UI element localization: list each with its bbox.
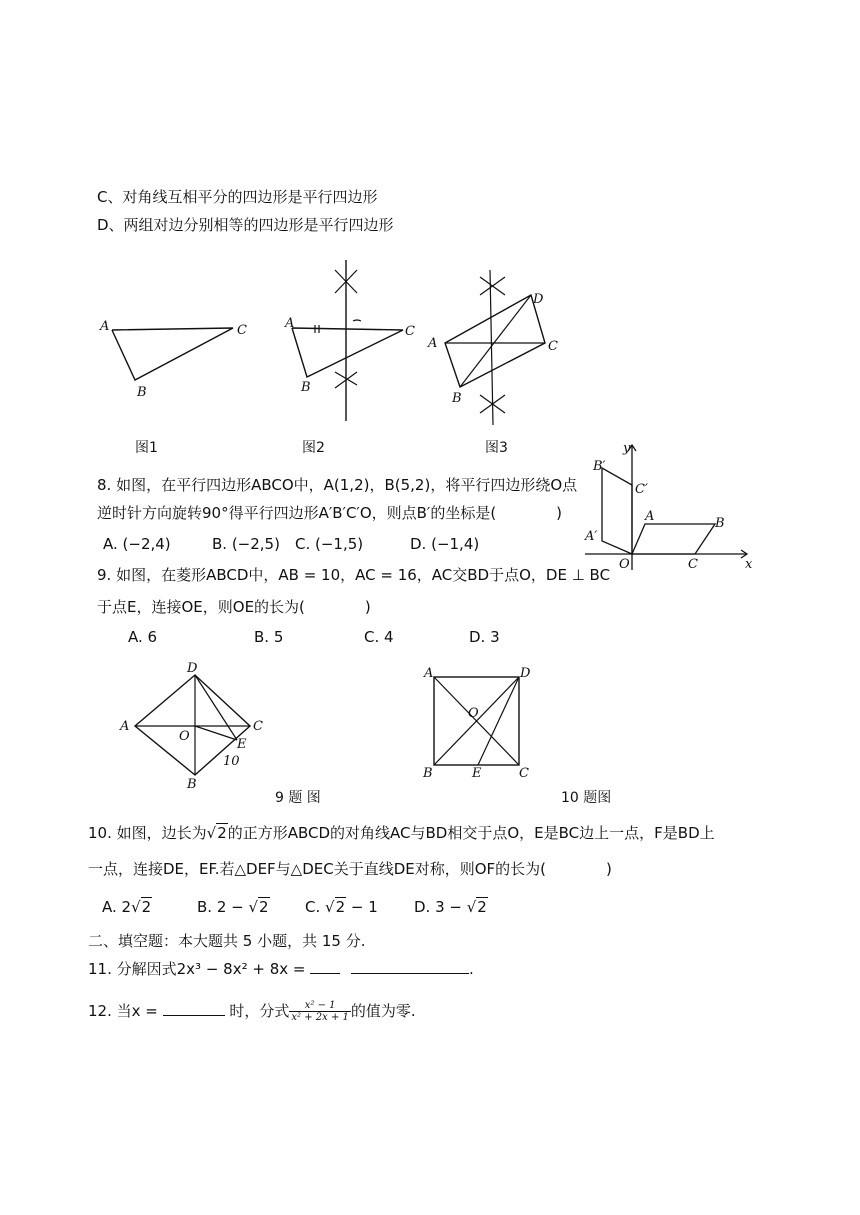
q10-option-c-post: − 1 — [350, 898, 378, 916]
q12-post: 的值为零. — [350, 1002, 416, 1020]
q9-option-a: A. 6 — [128, 628, 158, 646]
option-c-prev: C、对角线互相平分的四边形是平行四边形 — [97, 188, 378, 206]
q10-square-figure — [420, 665, 530, 780]
label-a: A — [120, 719, 130, 734]
label-b-prime: B′ — [593, 459, 606, 474]
label-c: C — [405, 324, 415, 339]
q11 — [88, 958, 474, 979]
label-a: A — [285, 316, 295, 331]
q12-denominator: x² + 2x + 1 — [291, 1012, 349, 1023]
label-a: A — [645, 509, 655, 524]
q12-pre: 12. 当x = — [88, 1002, 158, 1020]
q12-blank[interactable] — [163, 1001, 225, 1016]
q8-option-a: A. (−2,4) — [103, 535, 171, 553]
triangle-abc-fig1 — [112, 328, 233, 380]
q8-coordinate-figure — [575, 440, 755, 580]
label-b: B — [137, 385, 147, 400]
label-d: D — [520, 666, 531, 681]
q11-blank-2[interactable] — [351, 959, 469, 974]
q10-option-b-sqrt: 2 — [259, 898, 269, 916]
q10-option-b: B. 2 − √2 — [197, 898, 269, 916]
q12-fraction — [289, 1000, 351, 1023]
label-e: E — [237, 737, 247, 752]
q8-line2: 逆时针方向旋转90°得平行四边形A′B′C′O，则点B′的坐标是( ) — [97, 504, 563, 522]
q9-line1: 9. 如图，在菱形ABCD中，AB = 10，AC = 16，AC交BD于点O，DE ⊥ BC — [97, 566, 611, 584]
q10-option-c: C. √2 − 1 — [305, 898, 378, 916]
q10-caption: 10 题图 — [561, 790, 612, 806]
q10-option-c-sqrt: 2 — [335, 898, 346, 916]
q8-option-b: B. (−2,5) — [212, 535, 280, 553]
label-d: D — [187, 661, 198, 676]
segment-de — [478, 677, 519, 765]
q9-caption: 9 题 图 — [275, 790, 321, 806]
fig3-caption: 图3 — [485, 440, 508, 456]
figure-3 — [425, 265, 565, 435]
label-a-prime: A′ — [585, 529, 598, 544]
q12-numerator: x² − 1 — [289, 1000, 351, 1012]
label-o: O — [179, 729, 190, 744]
label-b: B — [452, 391, 462, 406]
figure-2 — [285, 255, 425, 425]
q10-line2: 一点，连接DE，EF.若△DEF与△DEC关于直线DE对称，则OF的长为( ) — [88, 860, 612, 878]
label-o: O — [468, 706, 479, 721]
q11-end: . — [469, 960, 474, 978]
fig2-caption: 图2 — [302, 440, 325, 456]
label-a: A — [424, 666, 434, 681]
fig1-caption: 图1 — [135, 440, 158, 456]
triangle-abc-fig2 — [292, 328, 403, 377]
label-b: B — [187, 777, 197, 792]
q9-rhombus-figure — [115, 660, 275, 790]
q8-line1: 8. 如图，在平行四边形ABCO中，A(1,2)，B(5,2)，将平行四边形绕O点 — [97, 476, 578, 494]
q10-option-a-sqrt: 2 — [141, 898, 152, 916]
q10-option-b-pre: B. 2 − — [197, 898, 244, 916]
axis-label-y: y — [623, 441, 631, 456]
note-10: 10 — [223, 754, 240, 769]
diagonal-bd — [460, 295, 531, 387]
q10-option-d: D. 3 − √2 — [414, 898, 487, 916]
label-c-prime: C′ — [635, 482, 648, 497]
q10-line1-sqrt: 2 — [217, 824, 227, 842]
label-b: B — [715, 516, 725, 531]
q9-option-d: D. 3 — [469, 628, 500, 646]
label-d: D — [533, 292, 544, 307]
label-b: B — [301, 380, 311, 395]
q12 — [88, 1000, 416, 1023]
label-c: C — [548, 339, 558, 354]
segment-oe — [195, 726, 237, 740]
label-a: A — [100, 319, 110, 334]
q10-line1-pre: 10. 如图，边长为 — [88, 824, 207, 842]
q11-text: 11. 分解因式2x³ − 8x² + 8x = — [88, 960, 306, 978]
section2-title: 二、填空题：本大题共 5 小题，共 15 分. — [88, 932, 366, 950]
q11-blank-1[interactable] — [310, 959, 340, 974]
label-e: E — [472, 766, 482, 781]
q10-option-c-pre: C. — [305, 898, 321, 916]
parallelogram-abco — [632, 524, 715, 554]
q8-option-c: C. (−1,5) — [295, 535, 364, 553]
label-c: C — [688, 557, 698, 572]
label-c: C — [237, 323, 247, 338]
label-a: A — [428, 336, 438, 351]
q10-option-d-pre: D. 3 − — [414, 898, 462, 916]
q10-option-a: A. 2√2 — [102, 898, 152, 916]
figure-1 — [95, 310, 265, 410]
q12-mid: 时，分式 — [229, 1002, 290, 1020]
q10-line1-post: 的正方形ABCD的对角线AC与BD相交于点O，E是BC边上一点，F是BD上 — [227, 824, 715, 842]
label-o: O — [619, 557, 630, 572]
q9-line2: 于点E，连接OE，则OE的长为( ) — [97, 598, 371, 616]
q10-line1: 10. 如图，边长为√2的正方形ABCD的对角线AC与BD相交于点O，E是BC边上一点，F是BD上 — [88, 824, 715, 842]
q8-option-d: D. (−1,4) — [410, 535, 480, 553]
tick-marks — [315, 320, 361, 333]
q10-option-d-sqrt: 2 — [477, 898, 487, 916]
parallelogram-rotated — [602, 468, 632, 554]
q10-option-a-pre: A. 2 — [102, 898, 132, 916]
axis-label-x: x — [745, 557, 753, 572]
option-d-prev: D、两组对边分别相等的四边形是平行四边形 — [97, 216, 394, 234]
label-c: C — [253, 719, 263, 734]
label-b: B — [423, 766, 433, 781]
label-c: C — [519, 766, 529, 781]
q9-option-b: B. 5 — [254, 628, 284, 646]
q9-option-c: C. 4 — [364, 628, 394, 646]
